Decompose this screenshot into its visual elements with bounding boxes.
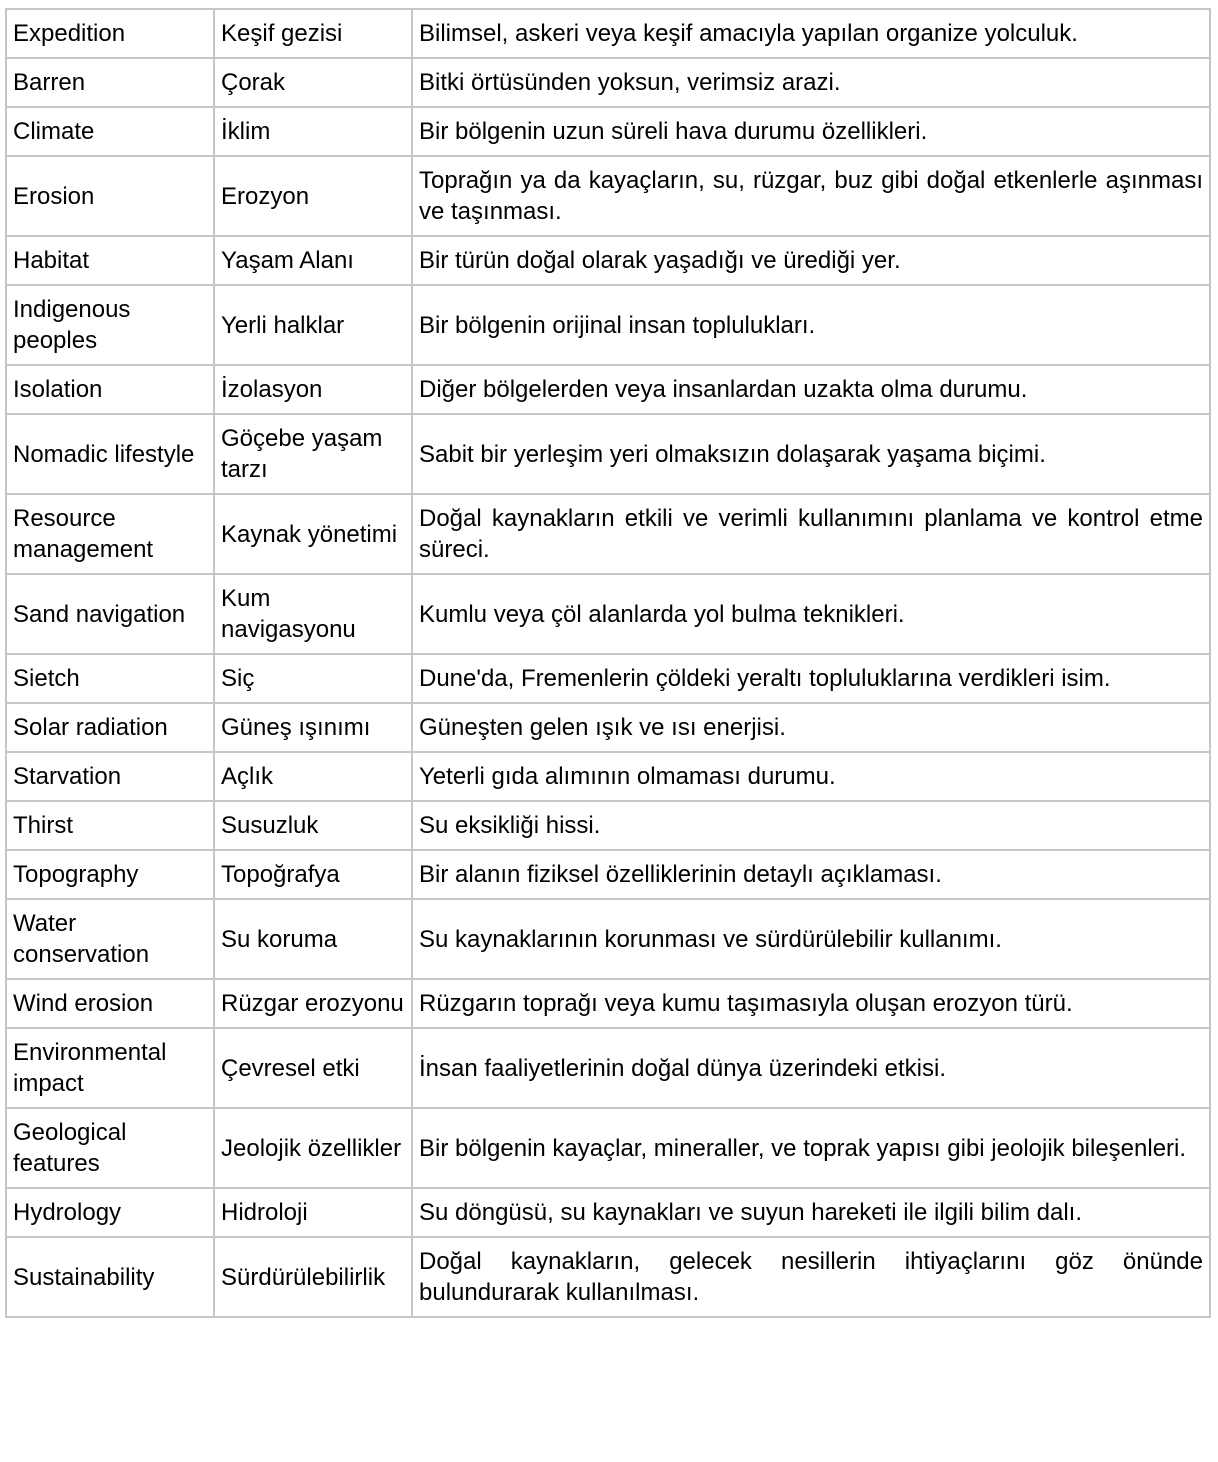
term-turkish-cell: Susuzluk — [214, 801, 412, 850]
table-row — [6, 285, 1210, 365]
definition-cell: Doğal kaynakların, gelecek nesillerin ihtiyaçlarını göz önünde bulundurarak kullanılması. — [412, 1237, 1210, 1317]
definition-cell: Sabit bir yerleşim yeri olmaksızın dolaşarak yaşama biçimi. — [412, 414, 1210, 494]
table-row — [6, 365, 1210, 414]
term-turkish-cell: İklim — [214, 107, 412, 156]
term-turkish-cell: Yerli halklar — [214, 285, 412, 365]
table-row — [6, 107, 1210, 156]
definition-cell: Rüzgarın toprağı veya kumu taşımasıyla oluşan erozyon türü. — [412, 979, 1210, 1028]
table-row — [6, 899, 1210, 979]
definition-cell: Yeterli gıda alımının olmaması durumu. — [412, 752, 1210, 801]
table-row — [6, 1237, 1210, 1317]
definition-cell: Su kaynaklarının korunması ve sürdürülebilir kullanımı. — [412, 899, 1210, 979]
term-english-cell: Expedition — [6, 9, 214, 58]
term-turkish-cell: Açlık — [214, 752, 412, 801]
term-turkish-cell: Hidroloji — [214, 1188, 412, 1237]
term-english-cell: Solar radiation — [6, 703, 214, 752]
table-row — [6, 654, 1210, 703]
term-turkish-cell: Su koruma — [214, 899, 412, 979]
term-turkish-cell: Kaynak yönetimi — [214, 494, 412, 574]
table-row — [6, 1188, 1210, 1237]
table-row — [6, 1108, 1210, 1188]
table-row — [6, 850, 1210, 899]
term-turkish-cell: İzolasyon — [214, 365, 412, 414]
definition-cell: Diğer bölgelerden veya insanlardan uzakta olma durumu. — [412, 365, 1210, 414]
term-turkish-cell: Topoğrafya — [214, 850, 412, 899]
table-row — [6, 9, 1210, 58]
definition-cell: Su döngüsü, su kaynakları ve suyun hareketi ile ilgili bilim dalı. — [412, 1188, 1210, 1237]
term-turkish-cell: Güneş ışınımı — [214, 703, 412, 752]
term-english-cell: Water conservation — [6, 899, 214, 979]
term-turkish-cell: Çevresel etki — [214, 1028, 412, 1108]
term-english-cell: Topography — [6, 850, 214, 899]
term-turkish-cell: Siç — [214, 654, 412, 703]
definition-cell: Dune'da, Fremenlerin çöldeki yeraltı topluluklarına verdikleri isim. — [412, 654, 1210, 703]
table-row — [6, 1028, 1210, 1108]
term-english-cell: Climate — [6, 107, 214, 156]
table-row — [6, 752, 1210, 801]
term-turkish-cell: Sürdürülebilirlik — [214, 1237, 412, 1317]
table-row — [6, 414, 1210, 494]
term-english-cell: Isolation — [6, 365, 214, 414]
term-turkish-cell: Göçebe yaşam tarzı — [214, 414, 412, 494]
table-row — [6, 236, 1210, 285]
definition-cell: Bir bölgenin kayaçlar, mineraller, ve toprak yapısı gibi jeolojik bileşenleri. — [412, 1108, 1210, 1188]
definition-cell: Su eksikliği hissi. — [412, 801, 1210, 850]
term-english-cell: Barren — [6, 58, 214, 107]
term-turkish-cell: Yaşam Alanı — [214, 236, 412, 285]
term-turkish-cell: Çorak — [214, 58, 412, 107]
term-english-cell: Erosion — [6, 156, 214, 236]
table-row — [6, 801, 1210, 850]
term-english-cell: Sietch — [6, 654, 214, 703]
term-english-cell: Hydrology — [6, 1188, 214, 1237]
definition-cell: Güneşten gelen ışık ve ısı enerjisi. — [412, 703, 1210, 752]
definition-cell: Bir türün doğal olarak yaşadığı ve ürediği yer. — [412, 236, 1210, 285]
term-english-cell: Sustainability — [6, 1237, 214, 1317]
table-row — [6, 494, 1210, 574]
term-english-cell: Wind erosion — [6, 979, 214, 1028]
term-english-cell: Geological features — [6, 1108, 214, 1188]
term-english-cell: Resource management — [6, 494, 214, 574]
table-row — [6, 574, 1210, 654]
definition-cell: Bir bölgenin orijinal insan toplulukları. — [412, 285, 1210, 365]
glossary-table — [5, 8, 1211, 1318]
definition-cell: İnsan faaliyetlerinin doğal dünya üzerindeki etkisi. — [412, 1028, 1210, 1108]
definition-cell: Bir alanın fiziksel özelliklerinin detaylı açıklaması. — [412, 850, 1210, 899]
definition-cell: Bir bölgenin uzun süreli hava durumu özellikleri. — [412, 107, 1210, 156]
definition-cell: Toprağın ya da kayaçların, su, rüzgar, buz gibi doğal etkenlerle aşınması ve taşınması. — [412, 156, 1210, 236]
definition-cell: Bitki örtüsünden yoksun, verimsiz arazi. — [412, 58, 1210, 107]
table-row — [6, 979, 1210, 1028]
term-turkish-cell: Rüzgar erozyonu — [214, 979, 412, 1028]
term-english-cell: Habitat — [6, 236, 214, 285]
definition-cell: Doğal kaynakların etkili ve verimli kullanımını planlama ve kontrol etme süreci. — [412, 494, 1210, 574]
term-english-cell: Sand navigation — [6, 574, 214, 654]
term-english-cell: Indigenous peoples — [6, 285, 214, 365]
term-english-cell: Thirst — [6, 801, 214, 850]
term-turkish-cell: Erozyon — [214, 156, 412, 236]
term-english-cell: Environmental impact — [6, 1028, 214, 1108]
term-turkish-cell: Keşif gezisi — [214, 9, 412, 58]
table-row — [6, 156, 1210, 236]
definition-cell: Bilimsel, askeri veya keşif amacıyla yapılan organize yolculuk. — [412, 9, 1210, 58]
term-turkish-cell: Jeolojik özellikler — [214, 1108, 412, 1188]
definition-cell: Kumlu veya çöl alanlarda yol bulma teknikleri. — [412, 574, 1210, 654]
term-english-cell: Starvation — [6, 752, 214, 801]
term-english-cell: Nomadic lifestyle — [6, 414, 214, 494]
term-turkish-cell: Kum navigasyonu — [214, 574, 412, 654]
table-row — [6, 703, 1210, 752]
table-row — [6, 58, 1210, 107]
